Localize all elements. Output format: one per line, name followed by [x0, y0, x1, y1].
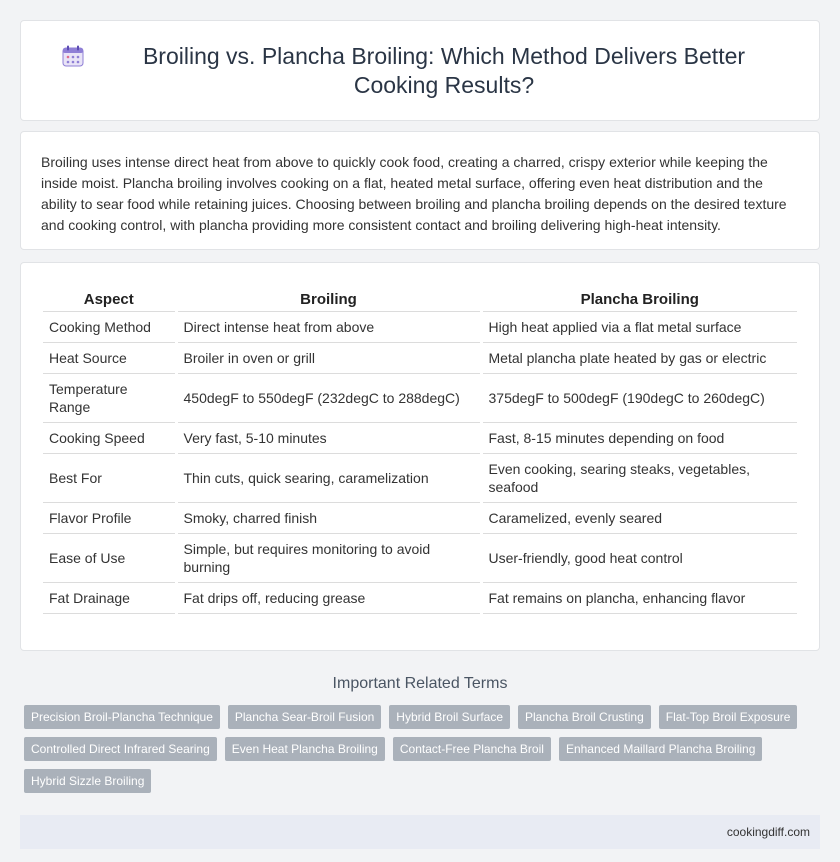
cell-plancha: User-friendly, good heat control [481, 534, 797, 583]
cell-plancha: Fat remains on plancha, enhancing flavor [481, 583, 797, 614]
related-term-tag[interactable]: Even Heat Plancha Broiling [225, 737, 385, 761]
table-row [43, 374, 797, 423]
related-term-tag[interactable]: Controlled Direct Infrared Searing [24, 737, 217, 761]
intro-card [20, 131, 820, 250]
related-term-tag[interactable]: Hybrid Sizzle Broiling [24, 769, 151, 793]
cell-broiling: Fat drips off, reducing grease [176, 583, 481, 614]
table-row [43, 503, 797, 534]
title-wrap [61, 42, 779, 100]
related-term-tag[interactable]: Plancha Broil Crusting [518, 705, 651, 729]
cell-aspect: Temperature Range [43, 374, 176, 423]
table-row [43, 454, 797, 503]
cell-aspect: Ease of Use [43, 534, 176, 583]
related-term-tag[interactable]: Enhanced Maillard Plancha Broiling [559, 737, 762, 761]
cell-aspect: Cooking Speed [43, 423, 176, 454]
header-aspect: Aspect [43, 281, 176, 312]
related-term-tag[interactable]: Plancha Sear-Broil Fusion [228, 705, 381, 729]
table-row [43, 312, 797, 343]
comparison-table [43, 281, 797, 614]
cell-broiling: Smoky, charred finish [176, 503, 481, 534]
page-title: Broiling vs. Plancha Broiling: Which Method Delivers Better Cooking Results? [142, 42, 746, 98]
table-row [43, 583, 797, 614]
cell-plancha: High heat applied via a flat metal surface [481, 312, 797, 343]
cell-plancha: Fast, 8-15 minutes depending on food [481, 423, 797, 454]
footer-site-link[interactable]: cookingdiff.com [726, 825, 810, 839]
cell-broiling: Direct intense heat from above [176, 312, 481, 343]
table-row [43, 343, 797, 374]
related-terms-list [24, 705, 816, 801]
cell-broiling: Broiler in oven or grill [176, 343, 481, 374]
cell-aspect: Heat Source [43, 343, 176, 374]
related-term-tag[interactable]: Contact-Free Plancha Broil [393, 737, 551, 761]
related-term-tag[interactable]: Precision Broil-Plancha Technique [24, 705, 220, 729]
table-header-row [43, 281, 797, 312]
footer [20, 815, 820, 849]
intro-paragraph: Broiling uses intense direct heat from above to quickly cook food, creating a charred, crispy exterior while keeping the inside moist. Plancha broiling involves cooking on a flat, heated metal surface, offering even heat distribution and the ability to sear food while retaining juices. Choosing between broiling and plancha broiling depends on the desired texture and cooking control, with plancha providing more consistent contact and broiling delivering high-heat intensity. [41, 154, 787, 233]
cell-aspect: Cooking Method [43, 312, 176, 343]
cell-plancha: Metal plancha plate heated by gas or electric [481, 343, 797, 374]
cell-aspect: Flavor Profile [43, 503, 176, 534]
header-plancha: Plancha Broiling [481, 281, 797, 312]
cell-aspect: Best For [43, 454, 176, 503]
cell-broiling: Thin cuts, quick searing, caramelization [176, 454, 481, 503]
cell-aspect: Fat Drainage [43, 583, 176, 614]
cell-broiling: 450degF to 550degF (232degC to 288degC) [176, 374, 481, 423]
cell-plancha: Caramelized, evenly seared [481, 503, 797, 534]
calendar-icon [61, 44, 85, 68]
table-row [43, 534, 797, 583]
related-terms-title: Important Related Terms [332, 675, 508, 692]
related-term-tag[interactable]: Hybrid Broil Surface [389, 705, 510, 729]
title-card [20, 20, 820, 121]
cell-plancha: Even cooking, searing steaks, vegetables, seafood [481, 454, 797, 503]
header-broiling: Broiling [176, 281, 481, 312]
comparison-table-card [20, 262, 820, 651]
cell-plancha: 375degF to 500degF (190degC to 260degC) [481, 374, 797, 423]
table-row [43, 423, 797, 454]
cell-broiling: Simple, but requires monitoring to avoid burning [176, 534, 481, 583]
related-term-tag[interactable]: Flat-Top Broil Exposure [659, 705, 798, 729]
cell-broiling: Very fast, 5-10 minutes [176, 423, 481, 454]
